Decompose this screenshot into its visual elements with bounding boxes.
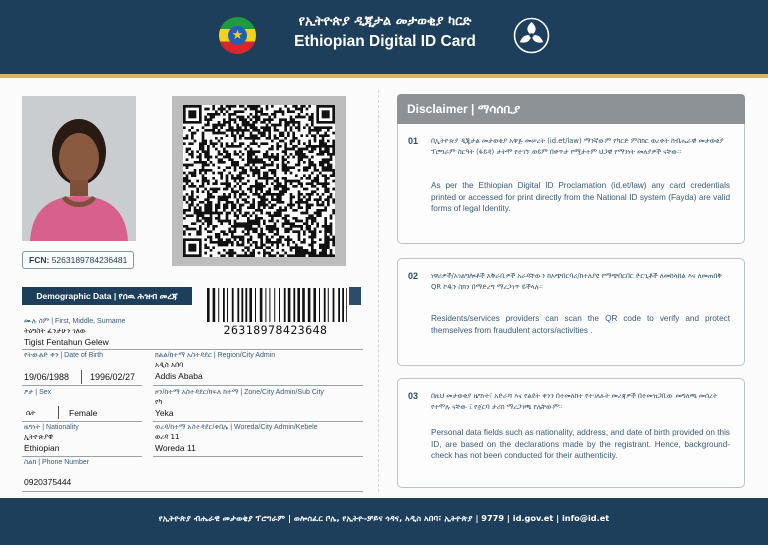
field-rule [153, 385, 363, 386]
holder-photo [22, 96, 136, 241]
disclaimer-item-2 [397, 258, 745, 366]
disclaimer-number: 01 [408, 136, 419, 146]
ethiopia-emblem-icon [219, 17, 256, 54]
woreda-value-amharic: ወረዳ 11 [155, 433, 180, 441]
star-icon: ★ [228, 26, 247, 45]
zone-label: ዞን/ከተማ አስተዳደር/ክፍለ ከተማ | Zone/City Admin/Sub City [155, 389, 324, 396]
name-label: ሙሉ ስም | First, Middle, Surname [24, 318, 126, 325]
header-bar [0, 0, 768, 74]
nationality-label: ዜግነት | Nationality [24, 424, 79, 431]
phone-value: 0920375444 [24, 477, 72, 487]
sex-value: Female [69, 408, 98, 418]
field-sex [24, 389, 51, 397]
field-rule [22, 385, 142, 386]
disclaimer-number: 03 [408, 391, 419, 401]
woreda-value: Woreda 11 [155, 443, 196, 453]
nationality-value-amharic: ኢትዮጵያዊ [24, 433, 53, 441]
field-rule [22, 349, 363, 350]
sex-separator [58, 406, 59, 419]
disclaimer-text: As per the Ethiopian Digital ID Proclamation (id.et/law) any card credentials printed or accessed for print directly from the National ID system (Fayda) are valid forms of legal Identity. [431, 181, 730, 213]
nationality-value: Ethiopian [24, 443, 60, 453]
barcode [207, 288, 347, 322]
qr-code-frame [172, 96, 346, 266]
region-label: ክልል/ከተማ አስተዳደር | Region/City Admin [155, 352, 276, 359]
footer-bar [0, 498, 768, 545]
disclaimer-text-amharic: በዚህ መታወቂያ ዜግነት፣ አድራሻ እና የልደት ቀንን በተመለከተ የተገለፁት መረጃዎች በተመዝጋቢው መግለጫ መሰረት የተሞሉ ናቸው ፤ የጀርባ ታሪክ ማረጋገጫ የሌቸውም። [431, 392, 718, 411]
field-rule [22, 456, 142, 457]
barcode-number: 26318978423648 [223, 323, 328, 337]
zone-value: Yeka [155, 408, 174, 418]
field-rule [22, 421, 142, 422]
disclaimer-number: 02 [408, 271, 419, 281]
demographic-data-header: Demographic Data | የሰዉ ሕዝብ መረጃ [22, 287, 192, 305]
disclaimer-text: Personal data fields such as nationality, address, and date of birth provided on this ID, are based on the declarations made by the registrant. Hence, background-check has not been conducted for their authenticity. [431, 428, 730, 460]
dob-separator [81, 370, 82, 384]
field-woreda [155, 424, 318, 453]
disclaimer-text-amharic: በኢትዮጵያ ዲጂታል መታወቂያ አዋጅ መሠረት (id.et/law) ማንኛውም የካርድ ምስክር ወረቀት ከብሔራዊ መታወቂያ ፕሮግራም ስርዓት (ፋይዳ) ታትሞ የተገኘ ወይም በቀጥታ የሚታተም ህጋዊ የማንነት መለያዎች ናቸው። [431, 137, 724, 156]
field-zone [155, 389, 324, 418]
dob-value-ethiopian: 19/06/1988 [24, 372, 70, 382]
field-rule [153, 456, 363, 457]
card-divider [378, 90, 379, 492]
sex-value-amharic: ሴት [26, 409, 36, 417]
sex-label: ፆታ | Sex [24, 389, 52, 396]
name-value-amharic: ትዕግስት ፈንታሁን ገለው [24, 327, 87, 335]
region-value-amharic: አዲስ አበባ [155, 361, 184, 369]
disclaimer-item-3 [397, 378, 745, 488]
fcn-label: FCN: [29, 255, 50, 265]
field-date-of-birth [24, 352, 103, 360]
zone-value-amharic: የካ [155, 398, 163, 406]
qr-code[interactable] [183, 105, 335, 257]
fayda-logo-icon [513, 17, 550, 54]
name-value: Tigist Fentahun Gelew [24, 337, 109, 347]
phone-label: ስልክ | Phone Number [24, 459, 90, 466]
card-title: Ethiopian Digital ID Card [294, 33, 476, 50]
fcn-box [22, 251, 134, 269]
fcn-value: 5263189784236481 [51, 255, 128, 265]
field-rule [22, 491, 363, 492]
footer-contact-text: የኢትዮጵያ ብሔራዊ መታወቂያ ፕሮግራም | ወሎሰፈር ቦሌ, የኢትዮ-ቻይና ጎዳና, አዲስ አበባ፣ ኢትዮጵያ | 9779 | id.gov.et | info@id.et [158, 513, 610, 523]
disclaimer-text: Residents/services providers can scan the QR code to verify and protect themselves from fraudulent actors/activities . [431, 314, 730, 335]
dob-label: የትውልድ ቀን | Date of Birth [24, 352, 104, 359]
disclaimer-header: Disclaimer | ማሳሰቢያ [397, 94, 745, 124]
region-value: Addis Ababa [155, 371, 203, 381]
disclaimer-text-amharic: ነዋሪዎች/አገልግሎቶች አቅራቢዎች አራዳቸውን ከአጭበርባሪ/ከተለያዩ የማጭበርበር ድርጊቶች ለመከላከል እና ለመጠበቅ QR ኮዱን ስክን በማድረግ ማረጋገጥ ይችላሉ። [431, 272, 722, 291]
field-rule [153, 421, 363, 422]
card-title-amharic: የኢትዮጵያ ዲጂታል መታወቂያ ካርድ [298, 14, 472, 29]
field-phone [24, 459, 89, 467]
field-nationality [24, 424, 79, 453]
woreda-label: ወረዳ/ከተማ አስተዳደር/ቀበሌ | Woreda/City Admin/Kebele [155, 424, 318, 431]
field-region [155, 352, 275, 381]
field-name [24, 318, 125, 347]
dob-value-gregorian: 1996/02/27 [90, 372, 136, 382]
disclaimer-item-1 [397, 124, 745, 244]
demographic-tab-marker [349, 287, 361, 305]
